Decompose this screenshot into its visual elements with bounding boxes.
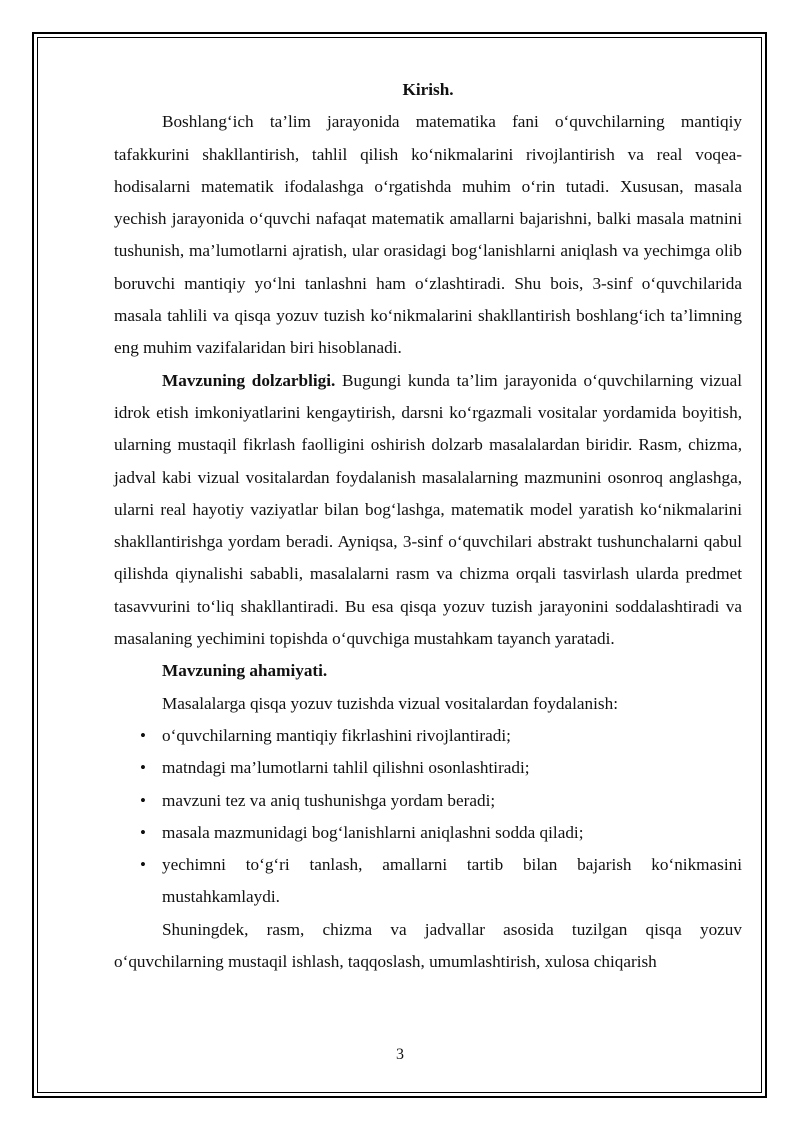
closing-paragraph: Shuningdek, rasm, chizma va jadvallar asosida tuzilgan qisqa yozuv o‘quvchilarning mustaqil ishlash, taqqoslash, umumlashtirish, xulosa chiqarish — [114, 919, 742, 972]
bullet-icon: • — [140, 725, 146, 745]
bullet-icon: • — [140, 855, 146, 875]
importance-list — [114, 720, 742, 914]
relevance-paragraph — [114, 365, 742, 656]
bullet-icon: • — [140, 790, 146, 810]
document-body — [114, 74, 742, 978]
relevance-text: Bugungi kunda ta’lim jarayonida o‘quvchilarning vizual idrok etish imkoniyatlarini kengaytirish, darsni ko‘rgazmali vositalar yordamida boyitish, ularning mustaqil fikrlash faolligini oshirish dolzarb masalalardan biridir. Rasm, chizma, jadval kabi vizual vositalardan foydalanish masalalarning mazmunini osonroq anglashga, ularni real hayotiy vaziyatlar bilan bog‘lashga, matematik model yaratish ko‘nikmalarini shakllantirishga yordam beradi. Ayniqsa, 3-sinf o‘quvchilari abstrakt tushunchalarni qabul qilishda qiynalishi sababli, masalalarni rasm va chizma orqali tasvirlash ularda predmet tasavvurini to‘liq shakllantiradi. Bu esa qisqa yozuv tuzish jarayonini soddalashtiradi va masalaning yechimini topishda o‘quvchiga mustahkam tayanch yaratadi. — [114, 370, 742, 649]
bullet-icon: • — [140, 822, 146, 842]
list-item: • mavzuni tez va aniq tushunishga yordam beradi; — [114, 785, 742, 817]
list-item: • matndagi ma’lumotlarni tahlil qilishni osonlashtiradi; — [114, 752, 742, 784]
importance-heading-paragraph — [114, 655, 742, 687]
relevance-heading: Mavzuning dolzarbligi. — [162, 370, 336, 390]
bullet-icon: • — [140, 758, 146, 778]
list-item: • yechimni to‘g‘ri tanlash, amallarni tartib bilan bajarish ko‘nikmasini mustahkamlaydi. — [114, 849, 742, 914]
intro-paragraph: Boshlang‘ich ta’lim jarayonida matematika fani o‘quvchilarning mantiqiy tafakkurini shakllantirish, tahlil qilish ko‘nikmalarini rivojlantirish va real voqea-hodisalarni matematik ifodalashga o‘rgatishda muhim o‘rin tutadi. Xususan, masala yechish jarayonida o‘quvchi nafaqat matematik amallarni bajarishni, balki masala matnini tushunish, ma’lumotlarni ajratish, ular orasidagi bog‘lanishlarni aniqlash va yechimga olib boruvchi mantiqiy yo‘lni tanlashni ham o‘zlashtiradi. Shu bois, 3-sinf o‘quvchilarida masala tahlili va qisqa yozuv tuzish ko‘nikmalarini shakllantirish boshlang‘ich ta’limning eng muhim vazifalaridan biri hisoblanadi. — [114, 112, 742, 358]
list-item: • o‘quvchilarning mantiqiy fikrlashini rivojlantiradi; — [114, 720, 742, 752]
section-title: Kirish. — [402, 80, 454, 99]
list-item: • masala mazmunidagi bog‘lanishlarni aniqlashni sodda qiladi; — [114, 817, 742, 849]
importance-heading: Mavzuning ahamiyati. — [162, 661, 328, 681]
importance-lead: Masalalarga qisqa yozuv tuzishda vizual vositalardan foydalanish: — [162, 693, 618, 713]
page-number: 3 — [396, 1046, 404, 1063]
